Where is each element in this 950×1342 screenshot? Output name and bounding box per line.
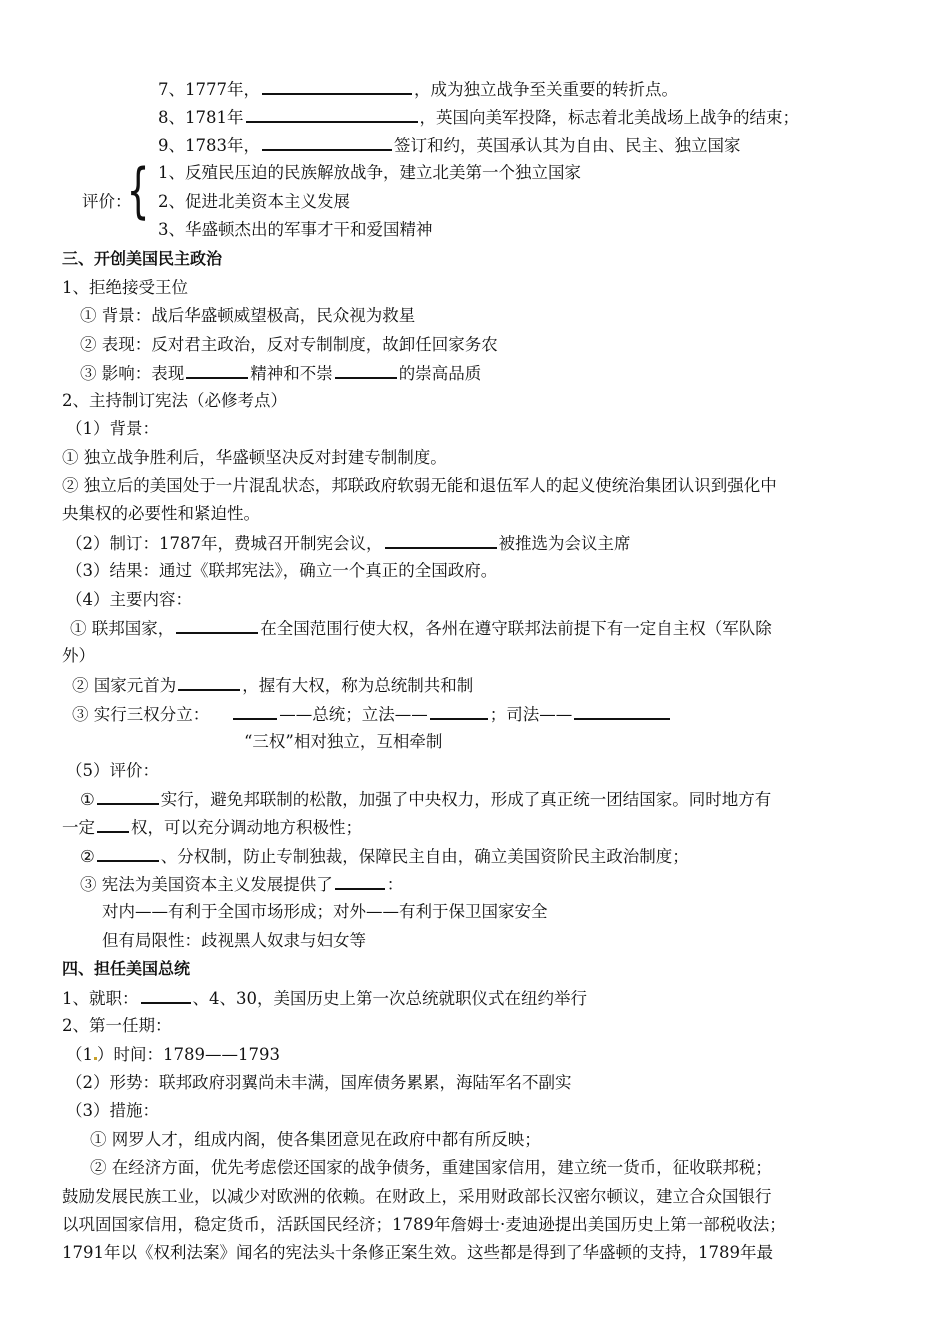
blank xyxy=(141,987,191,1004)
text: ；司法—— xyxy=(489,705,573,724)
paragraph xyxy=(62,987,587,1010)
text: 在全国范围行使大权，各州在遵守联邦法前提下有一定自主权（军队除 xyxy=(260,619,772,638)
blank xyxy=(176,617,258,634)
text: 的崇高品质 xyxy=(398,364,482,383)
item-8 xyxy=(158,106,799,129)
text: ③ 宪法为美国资本主义发展提供了 xyxy=(80,875,333,894)
paragraph: “三权”相对独立，互相牵制 xyxy=(244,732,443,751)
text: （1 xyxy=(66,1045,93,1064)
eval-item: 2、促进北美资本主义发展 xyxy=(158,192,350,211)
paragraph: 鼓励发展民族工业，以减少对欧洲的依赖。在财政上，采用财政部长汉密尔顿议，建立合众国银行 xyxy=(62,1187,772,1206)
subsection-title: 1、拒绝接受王位 xyxy=(62,278,188,297)
paragraph: （2）形势：联邦政府羽翼尚未丰满，国库债务累累，海陆军名不副实 xyxy=(66,1073,572,1092)
paragraph xyxy=(66,1044,280,1066)
item-9-post: 签订和约，英国承认其为自由、民主、独立国家 xyxy=(394,136,741,155)
item-7-pre: 7、1777年， xyxy=(158,80,260,99)
paragraph: （3）结果：通过《联邦宪法》，确立一个真正的全国政府。 xyxy=(66,561,498,580)
text: ① 联邦国家， xyxy=(70,619,175,638)
eval-item: 1、反殖民压迫的民族解放战争，建立北美第一个独立国家 xyxy=(158,163,581,182)
item-8-pre: 8、1781年 xyxy=(158,108,244,127)
subsection-title: 2、主持制订宪法（必修考点） xyxy=(62,391,287,410)
eval-label: 评价： xyxy=(82,192,132,211)
blank xyxy=(97,816,129,833)
paragraph: 1791年以《权利法案》闻名的宪法头十条修正案生效。这些都是得到了华盛顿的支持，1789年最 xyxy=(62,1243,773,1262)
item-9-pre: 9、1783年， xyxy=(158,136,260,155)
paragraph xyxy=(70,617,772,640)
text: 实行，避免邦联制的松散，加强了中央权力，形成了真正统一团结国家。同时地方有 xyxy=(160,790,772,809)
text: 权，可以充分调动地方积极性； xyxy=(131,818,362,837)
paragraph xyxy=(80,362,481,385)
blank xyxy=(335,873,385,890)
blank xyxy=(385,532,497,549)
paragraph: 2、第一任期： xyxy=(62,1016,172,1035)
text: 、4、30，美国历史上第一次总统就职仪式在纽约举行 xyxy=(192,989,587,1008)
text: ② xyxy=(80,847,95,866)
paragraph: 但有局限性：歧视黑人奴隶与妇女等 xyxy=(102,931,366,950)
text: （2）制订：1787年，费城召开制宪会议， xyxy=(66,534,383,553)
text: ③ 实行三权分立： xyxy=(72,705,210,724)
text: 1、就职： xyxy=(62,989,139,1008)
paragraph: （1）背景： xyxy=(66,419,159,438)
blank xyxy=(262,78,412,95)
text: ③ 影响：表现 xyxy=(80,364,185,383)
blank xyxy=(97,788,159,805)
brace-icon: { xyxy=(126,156,150,226)
paragraph xyxy=(72,703,672,726)
item-7 xyxy=(158,78,678,101)
paragraph: ① 网罗人才，组成内阁，使各集团意见在政府中都有所反映； xyxy=(90,1130,541,1149)
blank xyxy=(430,703,488,720)
text: 一定 xyxy=(62,818,95,837)
blank xyxy=(574,703,670,720)
paragraph xyxy=(80,845,689,868)
item-9 xyxy=(158,134,741,157)
paragraph: 央集权的必要性和紧迫性。 xyxy=(62,504,260,523)
item-8-post: ，英国向美军投降，标志着北美战场上战争的结束； xyxy=(419,108,799,127)
blank xyxy=(186,362,248,379)
text: ： xyxy=(386,875,404,894)
item-7-post: ，成为独立战争至关重要的转折点。 xyxy=(414,80,678,99)
section-title: 四、担任美国总统 xyxy=(62,959,191,978)
paragraph: ② 表现：反对君主政治，反对专制制度，故卸任回家务农 xyxy=(80,335,498,354)
blank xyxy=(246,106,418,123)
text: ，握有大权，称为总统制共和制 xyxy=(242,676,474,695)
paragraph: （5）评价： xyxy=(66,761,159,780)
paragraph: ① 背景：战后华盛顿威望极高，民众视为救星 xyxy=(80,306,416,325)
paragraph: 对内——有利于全国市场形成；对外——有利于保卫国家安全 xyxy=(102,902,548,921)
paragraph xyxy=(62,816,362,839)
blank xyxy=(178,674,240,691)
paragraph: ② 在经济方面，优先考虑偿还国家的战争债务，重建国家信用，建立统一货币，征收联邦税； xyxy=(90,1158,772,1177)
paragraph xyxy=(80,788,771,811)
text: ② 国家元首为 xyxy=(72,676,177,695)
eval-item: 3、华盛顿杰出的军事才干和爱国精神 xyxy=(158,220,433,239)
paragraph xyxy=(72,674,473,697)
paragraph xyxy=(80,873,403,896)
text: ）时间：1789——1793 xyxy=(97,1045,280,1064)
paragraph: （4）主要内容： xyxy=(66,590,192,609)
paragraph: 外） xyxy=(62,646,95,665)
text: 精神和不崇 xyxy=(250,364,333,383)
text: 被推选为会议主席 xyxy=(498,534,631,553)
text: 、分权制，防止专制独裁，保障民主自由，确立美国资阶民主政治制度； xyxy=(160,847,689,866)
paragraph: 以巩固国家信用，稳定货币，活跃国民经济；1789年詹姆士·麦迪逊提出美国历史上第一部税收法； xyxy=(62,1215,786,1234)
blank xyxy=(97,845,159,862)
blank xyxy=(262,134,392,151)
blank xyxy=(335,362,397,379)
paragraph xyxy=(66,532,631,555)
paragraph: ① 独立战争胜利后，华盛顿坚决反对封建专制制度。 xyxy=(62,448,447,467)
paragraph: （3）措施： xyxy=(66,1101,159,1120)
text: ——总统；立法—— xyxy=(279,705,428,724)
blank xyxy=(233,703,277,720)
paragraph: ② 独立后的美国处于一片混乱状态，邦联政府软弱无能和退伍军人的起义使统治集团认识到强化中 xyxy=(62,476,777,495)
text: ① xyxy=(80,790,95,809)
section-title: 三、开创美国民主政治 xyxy=(62,249,223,268)
